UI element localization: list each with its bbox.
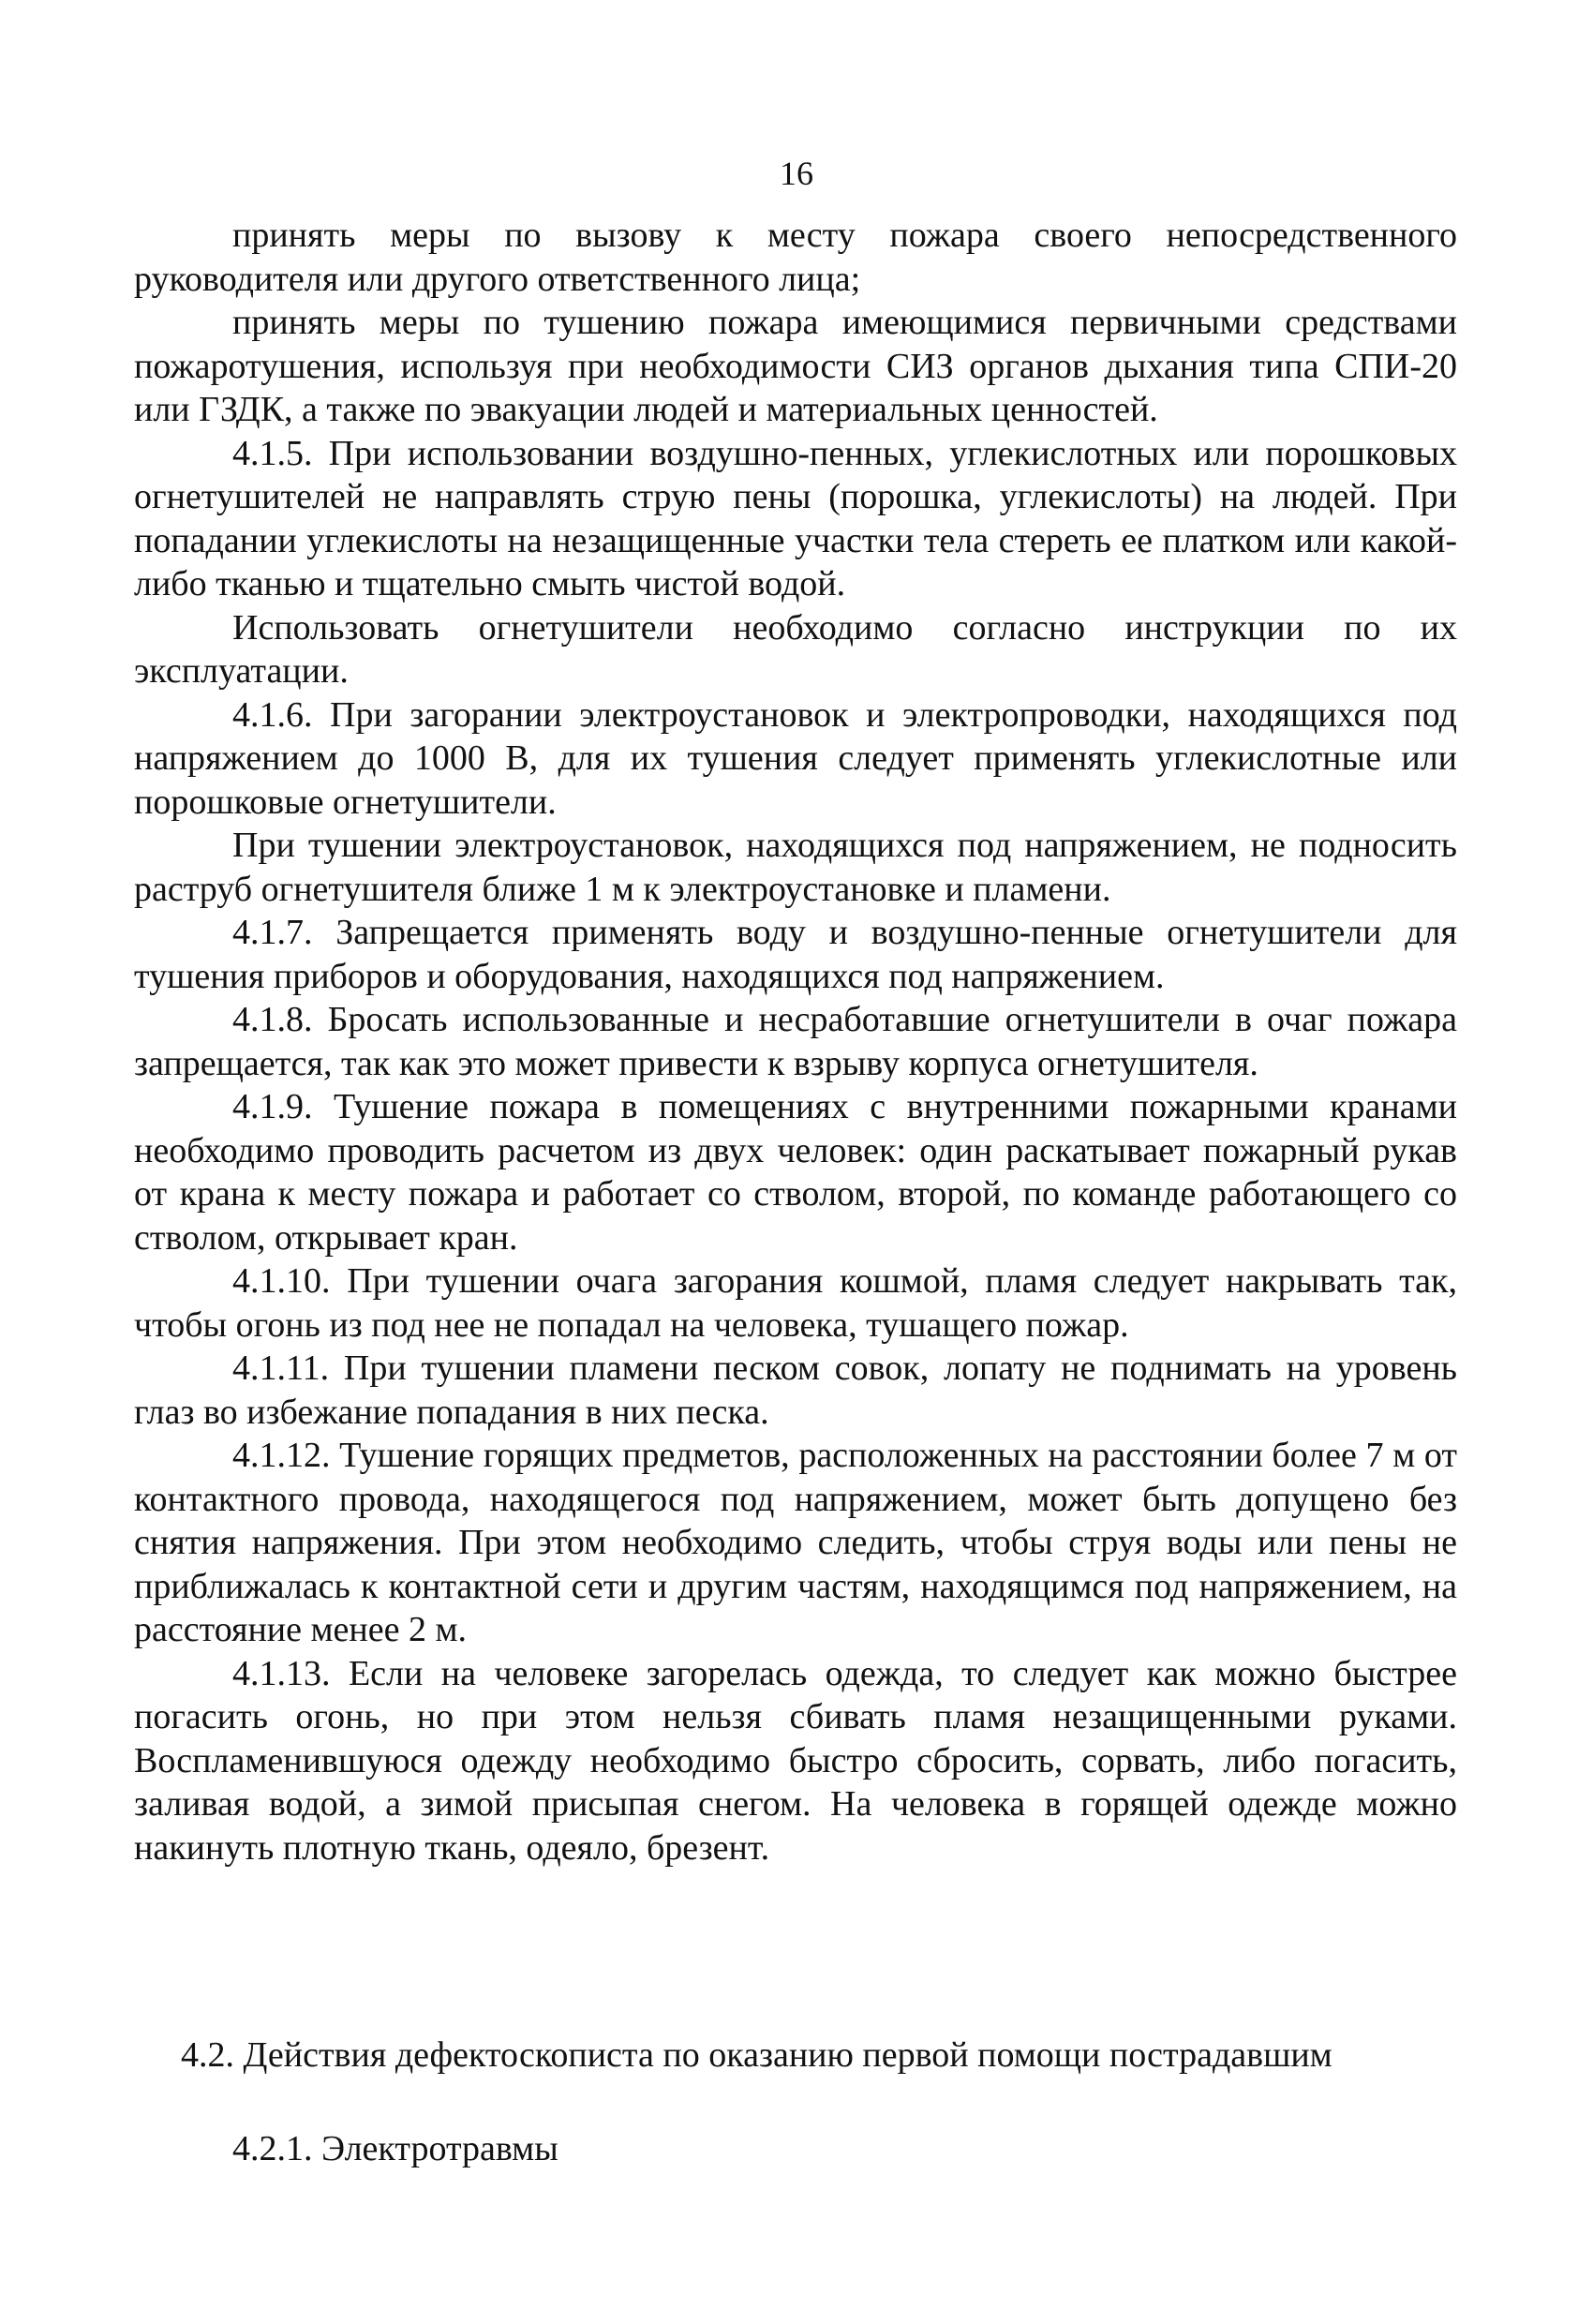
- paragraph-4-1-13: 4.1.13. Если на человеке загорелась одежда, то следует как можно быстрее погасить огонь, но при этом нельзя сбивать пламя незащищенными руками. Воспламенившуюся одежду необходимо быстро сбросить, сорвать, либо погасить, заливая водой, а зимой присыпая снегом. На человека в горящей одежде можно накинуть плотную ткань, одеяло, брезент.: [134, 1653, 1457, 1868]
- paragraph-4-1-8: 4.1.8. Бросать использованные и несработавшие огнетушители в очаг пожара запрещается, так как это может привести к взрыву корпуса огнетушителя.: [134, 1000, 1457, 1083]
- paragraph-extinguisher-usage: Использовать огнетушители необходимо согласно инструкции по их эксплуатации.: [134, 607, 1457, 691]
- section-heading: 4.2. Действия дефектоскописта по оказанию первой помощи пострадавшим: [181, 2035, 1332, 2075]
- paragraph-4-1-9: 4.1.9. Тушение пожара в помещениях с внутренними пожарными кранами необходимо проводить расчетом из двух человек: один раскатывает пожарный рукав от крана к месту пожара и работает со стволом, второй, по команде работающего со стволом, открывает кран.: [134, 1087, 1457, 1258]
- paragraph-call-supervisor: принять меры по вызову к месту пожара своего непосредственного руководителя или другого ответственного лица;: [134, 216, 1457, 299]
- paragraph-electrical-distance: При тушении электроустановок, находящихся под напряжением, не подносить раструб огнетушителя ближе 1 м к электроустановке и пламени.: [134, 826, 1457, 909]
- paragraph-4-1-10: 4.1.10. При тушении очага загорания кошмой, пламя следует накрывать так, чтобы огонь из под нее не попадал на человека, тушащего пожар.: [134, 1261, 1457, 1345]
- body-text: [134, 214, 1457, 1870]
- paragraph-4-1-11: 4.1.11. При тушении пламени песком совок, лопату не поднимать на уровень глаз во избежание попадания в них песка.: [134, 1348, 1457, 1432]
- page-number: 16: [780, 155, 813, 192]
- paragraph-extinguish-evacuate: принять меры по тушению пожара имеющимися первичными средствами пожаротушения, используя при необходимости СИЗ органов дыхания типа СПИ-20 или ГЗДК, а также по эвакуации людей и материальных ценностей.: [134, 303, 1457, 429]
- paragraph-4-1-12: 4.1.12. Тушение горящих предметов, расположенных на расстоянии более 7 м от контактного провода, находящегося под напряжением, может быть допущено без снятия напряжения. При этом необходимо следить, чтобы струя воды или пены не приближалась к контактной сети и другим частям, находящимся под напряжением, на расстояние менее 2 м.: [134, 1436, 1457, 1649]
- section-subheading: 4.2.1. Электротравмы: [232, 2129, 558, 2168]
- paragraph-4-1-6: 4.1.6. При загорании электроустановок и электропроводки, находящихся под напряжением до 1000 В, для их тушения следует применять углекислотные или порошковые огнетушители.: [134, 694, 1457, 822]
- paragraph-4-1-7: 4.1.7. Запрещается применять воду и воздушно-пенные огнетушители для тушения приборов и оборудования, находящихся под напряжением.: [134, 913, 1457, 996]
- paragraph-4-1-5: 4.1.5. При использовании воздушно-пенных, углекислотных или порошковых огнетушителей не направлять струю пены (порошка, углекислоты) на людей. При попадании углекислоты на незащищенные участки тела стереть ее платком или какой-либо тканью и тщательно смыть чистой водой.: [134, 433, 1457, 603]
